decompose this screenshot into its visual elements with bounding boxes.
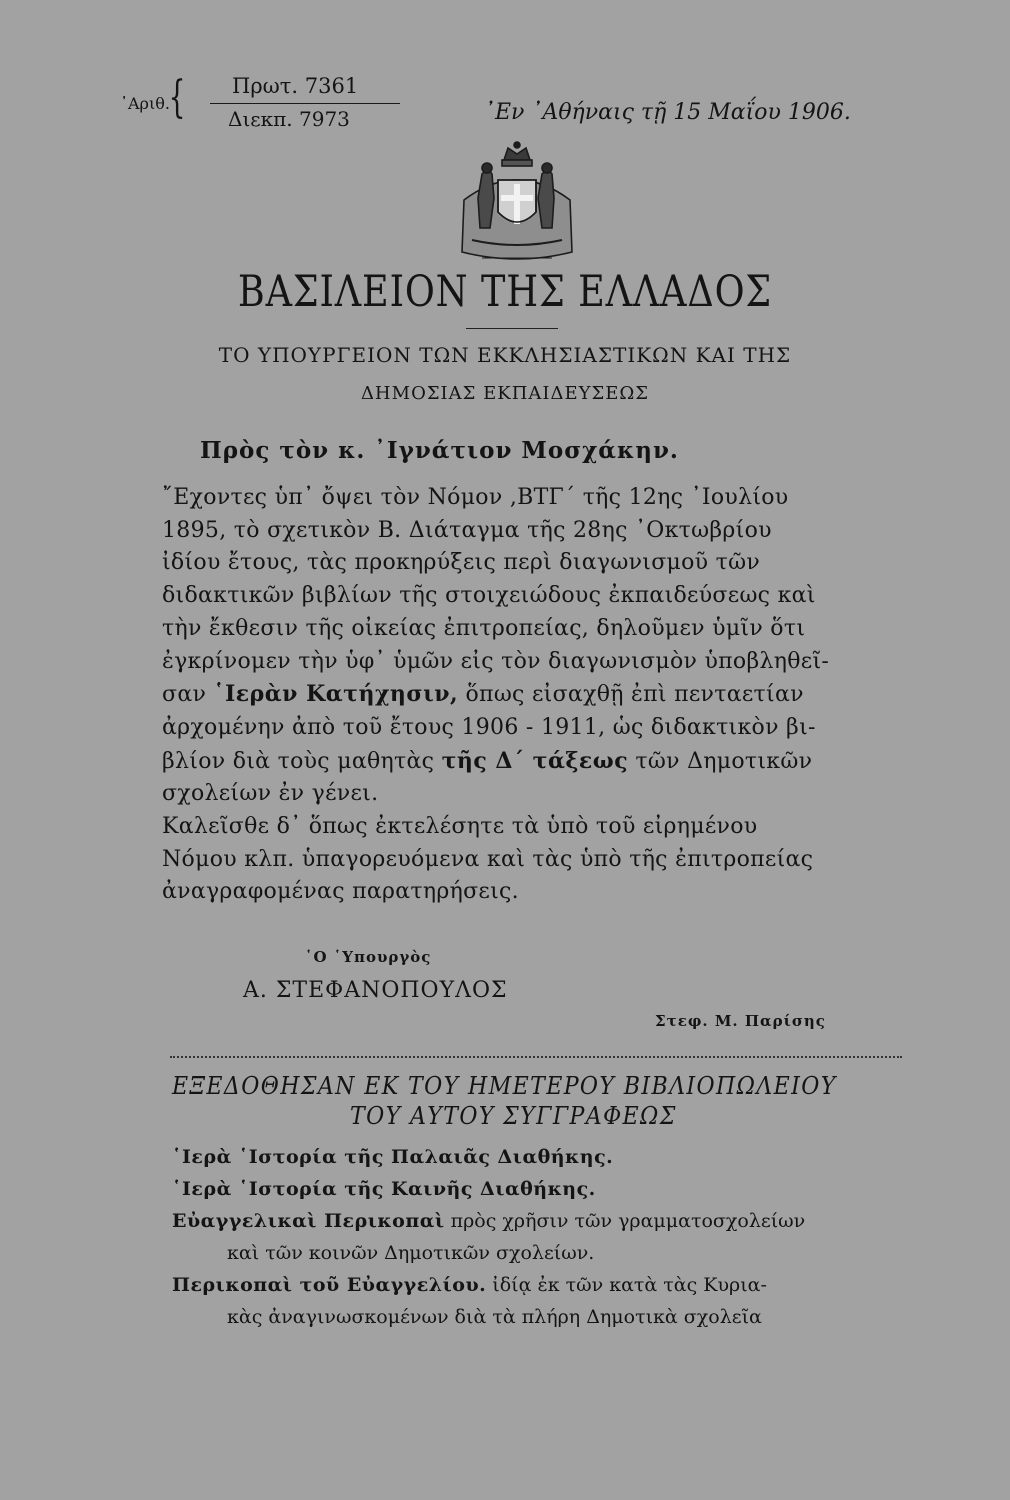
- book-item: [172, 1269, 912, 1301]
- minister-name: Α. ΣΤΕΦΑΝΟΠΟΥΛΟΣ: [243, 978, 508, 1003]
- book-title: Εὐαγγελικαὶ Περικοπαὶ: [172, 1210, 445, 1232]
- brace: {: [168, 72, 186, 123]
- greeting: Πρὸς τὸν κ. ᾿Ιγνάτιον Μοσχάκην.: [200, 437, 679, 464]
- book-list: [172, 1141, 912, 1333]
- bold-book-title: ῾Ιερὰν Κατήχησιν,: [213, 681, 459, 708]
- dispatch-number: Διεκπ. 7973: [228, 107, 350, 131]
- heading-rule: [466, 328, 558, 329]
- body-line: ἰδίου ἔτους, τὰς προκηρύξεις περὶ διαγωνισμοῦ τῶν: [162, 550, 761, 576]
- publications-heading-1: ΕΞΕΔΟΘΗΣΑΝ ΕΚ ΤΟΥ ΗΜΕΤΕΡΟΥ ΒΙΒΛΙΟΠΩΛΕΙΟΥ: [172, 1072, 837, 1100]
- body-line-9-rest: τῶν Δημοτικῶν: [628, 748, 813, 774]
- bold-grade: τῆς Δ΄ τάξεως: [441, 747, 629, 774]
- ministry-line-1: ΤΟ ΥΠΟΥΡΓΕΙΟΝ ΤΩΝ ΕΚΚΛΗΣΙΑΣΤΙΚΩΝ ΚΑΙ ΤΗΣ: [218, 343, 792, 367]
- body-line: 1895, τὸ σχετικὸν Β. Διάταγμα τῆς 28ης ᾿Οκτωβρίου: [162, 517, 772, 543]
- body-line: τὴν ἔκθεσιν τῆς οἰκείας ἐπιτροπείας, δηλοῦμεν ὑμῖν ὅτι: [162, 615, 806, 641]
- body-line: σαν: [162, 682, 207, 708]
- book-description: πρὸς χρῆσιν τῶν γραμματοσχολείων: [444, 1210, 806, 1232]
- protocol-divider: [210, 103, 400, 104]
- arith-label: ᾿Αριθ.: [120, 94, 170, 113]
- book-item: ῾Ιερὰ ῾Ιστορία τῆς Παλαιᾶς Διαθήκης.: [172, 1146, 614, 1168]
- dotted-divider: [170, 1056, 902, 1058]
- body-line: ἐγκρίνομεν τὴν ὑφ᾿ ὑμῶν εἰς τὸν διαγωνισμὸν ὑποβληθεῖ-: [162, 648, 830, 674]
- minister-title: ῾Ο ῾Υπουργὸς: [305, 948, 432, 966]
- coat-of-arms-icon: [452, 140, 582, 268]
- kingdom-heading: ΒΑΣΙΛΕΙΟΝ ΤΗΣ ΕΛΛΑΔΟΣ: [237, 267, 773, 317]
- body-line: ἀρχομένην ἀπὸ τοῦ ἔτους 1906 - 1911, ὡς διδακτικὸν βι-: [162, 714, 816, 740]
- body-line: διδακτικῶν βιβλίων τῆς στοιχειώδους ἐκπαιδεύσεως καὶ: [162, 583, 816, 609]
- book-item: ῾Ιερὰ ῾Ιστορία τῆς Καινῆς Διαθήκης.: [172, 1178, 596, 1200]
- publications-heading-2: ΤΟΥ ΑΥΤΟΥ ΣΥΓΓΡΑΦΕΩΣ: [350, 1102, 677, 1130]
- body-line: Νόμου κλπ. ὑπαγορευόμενα καὶ τὰς ὑπὸ τῆς ἐπιτροπείας: [162, 846, 814, 872]
- book-item: [172, 1205, 912, 1237]
- book-description: ἰδίᾳ ἐκ τῶν κατὰ τὰς Κυρια-: [486, 1274, 767, 1296]
- ministry-line-2: ΔΗΜΟΣΙΑΣ ΕΚΠΑΙΔΕΥΣΕΩΣ: [360, 383, 650, 404]
- letter-body: [162, 482, 898, 909]
- body-line: βλίον διὰ τοὺς μαθητὰς: [162, 748, 435, 774]
- body-line: ἀναγραφομένας παρατηρήσεις.: [162, 879, 519, 905]
- body-line: ῎Εχοντες ὑπ᾿ ὄψει τὸν Νόμον ,ΒΤΓ΄ τῆς 12ης ᾿Ιουλίου: [162, 485, 789, 510]
- body-line-7-rest: ὅπως εἰσαχθῇ ἐπὶ πενταετίαν: [458, 682, 804, 708]
- book-title: Περικοπαὶ τοῦ Εὐαγγελίου.: [172, 1274, 487, 1296]
- book-description-line: κὰς ἀναγινωσκομένων διὰ τὰ πλήρη Δημοτικὰ σχολεῖα: [227, 1306, 762, 1328]
- protocol-number: Πρωτ. 7361: [232, 74, 359, 98]
- body-line: Καλεῖσθε δ᾿ ὅπως ἐκτελέσητε τὰ ὑπὸ τοῦ εἰρημένου: [162, 814, 758, 840]
- secretary-signature: Στεφ. Μ. Παρίσης: [655, 1012, 826, 1030]
- body-line-9: [162, 745, 898, 779]
- dateline: ᾿Εν ᾿Αθήναις τῇ 15 Μαΐου 1906.: [484, 100, 851, 125]
- book-description-line: καὶ τῶν κοινῶν Δημοτικῶν σχολείων.: [227, 1242, 595, 1264]
- body-line: σχολείων ἐν γένει.: [162, 781, 379, 807]
- body-line-7: [162, 678, 898, 712]
